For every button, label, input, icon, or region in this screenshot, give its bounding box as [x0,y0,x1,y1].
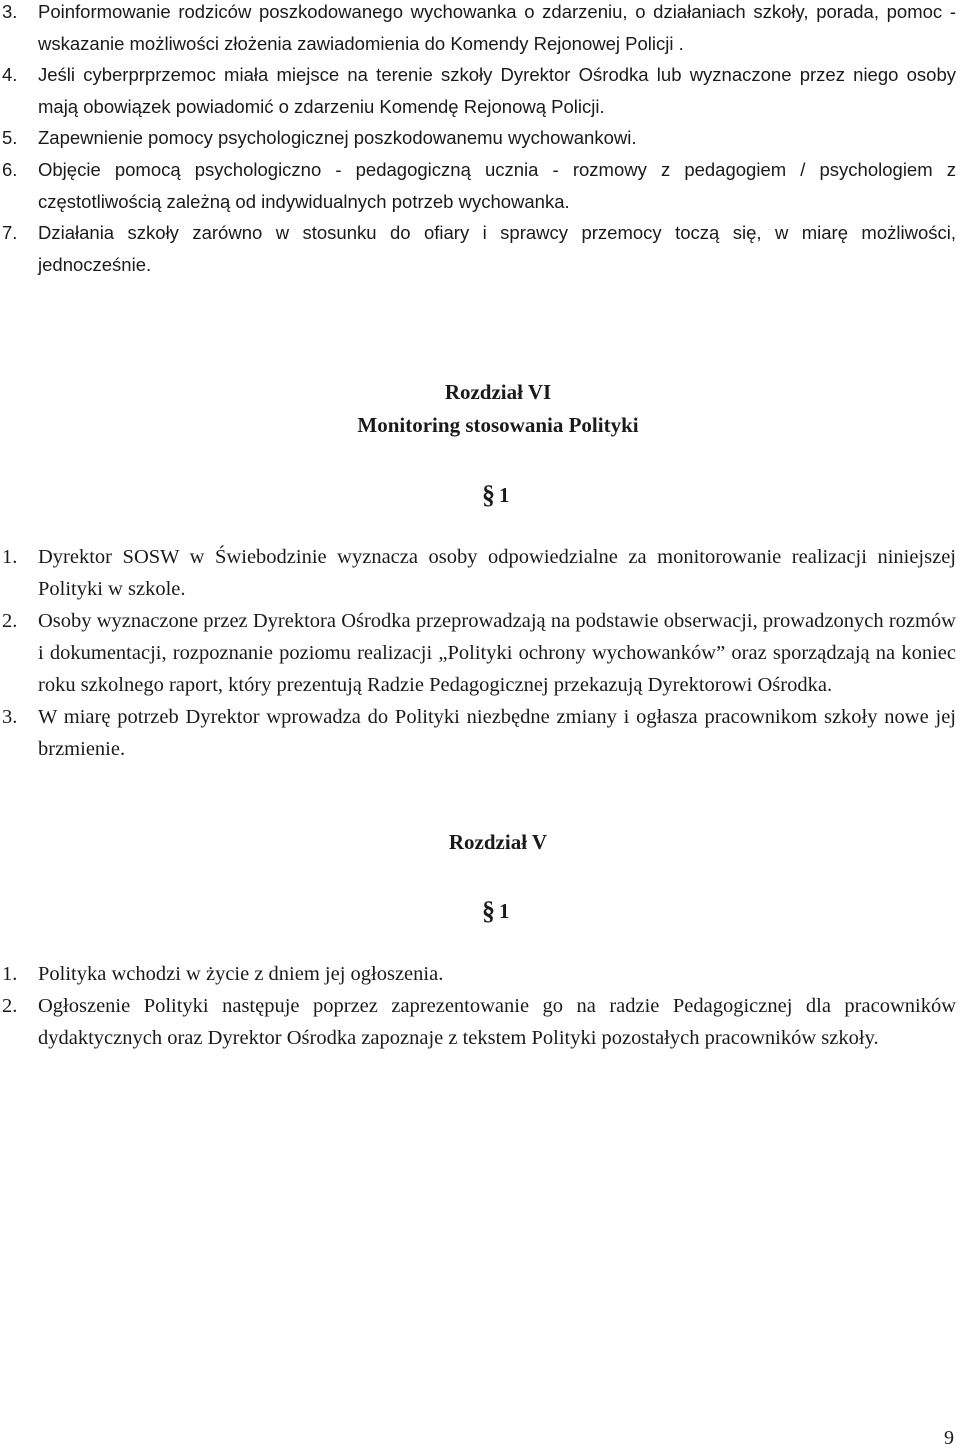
final-provisions-list [0,958,960,1054]
list-item [0,122,960,154]
response-steps-list [0,0,960,280]
item-number: 1. [2,546,18,568]
item-number: 6. [2,158,18,180]
chapter-title: Rozdział V [448,830,548,854]
item-number: 2. [2,610,18,632]
item-text: Osoby wyznaczone przez Dyrektora Ośrodka przeprowadzają na podstawie obserwacji, prowadzonych rozmów i dokumentacji, rozpoznanie poziomu realizacji „Polityki ochrony wychowanków” oraz sporządzają na koniec roku szkolnego raport, który prezentują Radzie Pedagogicznej przekazują Dyrektorowi Ośrodka. [38,610,956,696]
item-number: 1. [2,963,18,985]
list-item [0,0,960,59]
item-text: Jeśli cyberprprzemoc miała miejsce na terenie szkoły Dyrektor Ośrodka lub wyznaczone przez niego osoby mają obowiązek powiadomić o zdarzeniu Komendę Rejonową Policji. [38,64,956,117]
paragraph-marker [482,896,510,926]
list-item [0,605,960,701]
list-item [0,541,960,605]
item-number: 4. [2,64,18,86]
list-item [0,217,960,280]
section-sign: § [482,896,495,925]
page-number: 9 [944,1427,954,1449]
list-item [0,59,960,122]
item-number: 2. [2,995,18,1017]
section-sign: § [482,480,495,509]
item-text: Dyrektor SOSW w Świebodzinie wyznacza osoby odpowiedzialne za monitorowanie realizacji niniejszej Polityki w szkole. [38,546,956,600]
item-number: 7. [2,222,18,244]
list-item [0,154,960,217]
item-text: Poinformowanie rodziców poszkodowanego wychowanka o zdarzeniu, o działaniach szkoły, porada, pomoc - wskazanie możliwości złożenia zawiadomienia do Komendy Rejonowej Policji . [38,1,956,54]
item-text: W miarę potrzeb Dyrektor wprowadza do Polityki niezbędne zmiany i ogłasza pracownikom szkoły nowe jej brzmienie. [38,706,956,760]
paragraph-number: 1 [499,483,510,507]
item-text: Objęcie pomocą psychologiczno - pedagogiczną ucznia - rozmowy z pedagogiem / psychologiem z częstotliwością zależną od indywidualnych potrzeb wychowanka. [38,158,956,212]
item-text: Zapewnienie pomocy psychologicznej poszkodowanemu wychowankowi. [38,127,637,149]
item-text: Ogłoszenie Polityki następuje poprzez zaprezentowanie go na radzie Pedagogicznej dla pracowników dydaktycznych oraz Dyrektor Ośrodka zapoznaje z tekstem Polityki pozostałych pracowników szkoły. [38,995,956,1049]
list-item [0,701,960,765]
item-number: 3. [2,1,18,22]
paragraph-marker [482,480,510,510]
item-number: 5. [2,127,18,149]
paragraph-number: 1 [499,899,510,923]
item-text: Polityka wchodzi w życie z dniem jej ogłoszenia. [38,963,444,985]
item-text: Działania szkoły zarówno w stosunku do ofiary i sprawcy przemocy toczą się, w miarę możliwości, jednocześnie. [38,222,956,275]
list-item [0,958,960,990]
monitoring-list [0,541,960,765]
item-number: 3. [2,706,18,728]
list-item [0,990,960,1054]
chapter-subtitle: Monitoring stosowania Polityki [357,413,639,437]
chapter-title: Rozdział VI [444,380,552,404]
